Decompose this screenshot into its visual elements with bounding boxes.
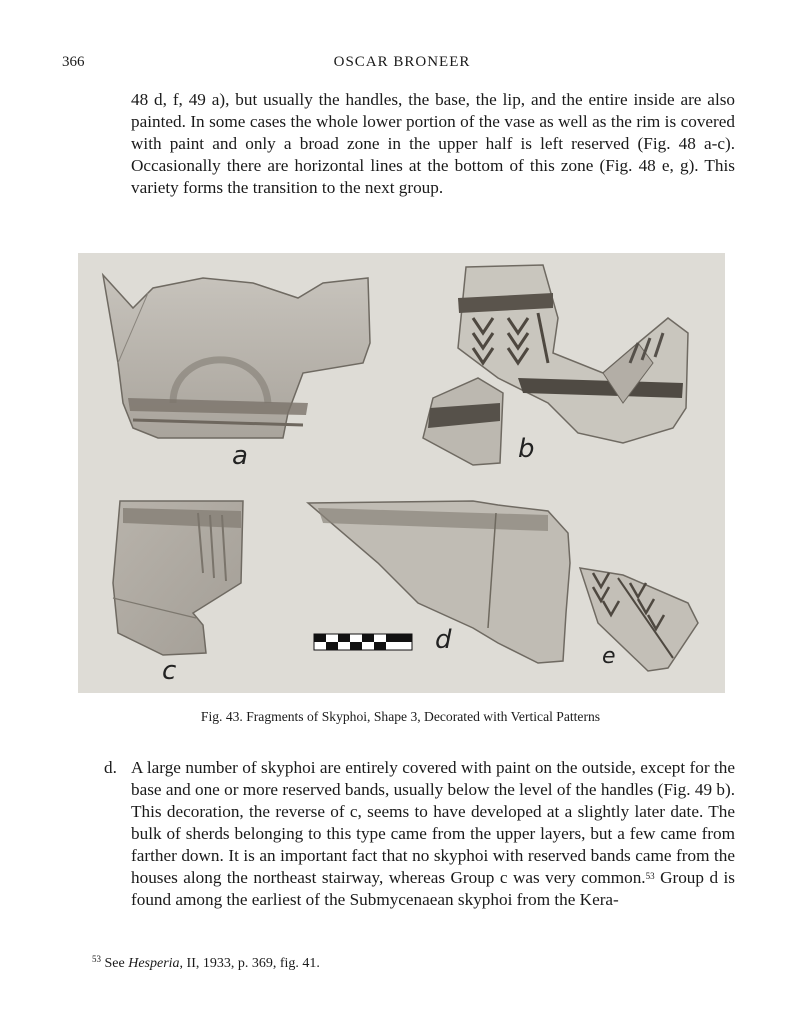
paragraph-d-continued: Group d is found among the earliest of the Submycenaean skyphoi from the Kera- [131,868,735,909]
scale-bar [314,634,412,650]
pottery-fragments-illustration [78,253,725,693]
paragraph-d [131,757,735,911]
paragraph-d-text: A large number of skyphoi are entirely covered with paint on the outside, except for the base and one or more reserved bands, usually below the level of the handles (Fig. 49 b). This decoration, the reverse of c, seems to have developed at a slightly later date. The bulk of sherds belonging to this type came from the upper layers, but a few came from farther down. It is an important fact that no skyphoi with reserved bands came from the houses along the northeast stairway, whereas Group c was very common. [131,758,735,887]
footnote-journal: Hesperia [128,956,180,971]
label-a: a [232,441,248,471]
section-letter-d: d. [104,758,117,777]
label-e: e [602,644,616,669]
page-number: 366 [62,54,85,70]
footnote-prefix: See [104,956,129,971]
label-c: c [162,656,177,686]
footnote-number: 53 [92,954,101,964]
footnote-rest: , II, 1933, p. 369, fig. 41. [179,956,320,971]
page-header [62,54,742,74]
footnote-ref[interactable]: 53 [645,871,655,881]
label-b: b [518,434,535,464]
running-head: OSCAR BRONEER [333,54,471,70]
figure-caption: Fig. 43. Fragments of Skyphoi, Shape 3, Decorated with Vertical Patterns [200,709,601,724]
figure-photo [78,253,725,693]
footnote [92,956,320,972]
paragraph-top: 48 d, f, 49 a), but usually the handles, the base, the lip, and the entire inside are also painted. In some cases the whole lower portion of the vase as well as the rim is covered with paint and only a broad zone in the upper half is left reserved (Fig. 48 a-c). Occasionally there are horizontal lines at the bottom of this zone (Fig. 48 e, g). This variety forms the transition to the next group. [131,90,735,197]
label-d: d [435,625,452,655]
